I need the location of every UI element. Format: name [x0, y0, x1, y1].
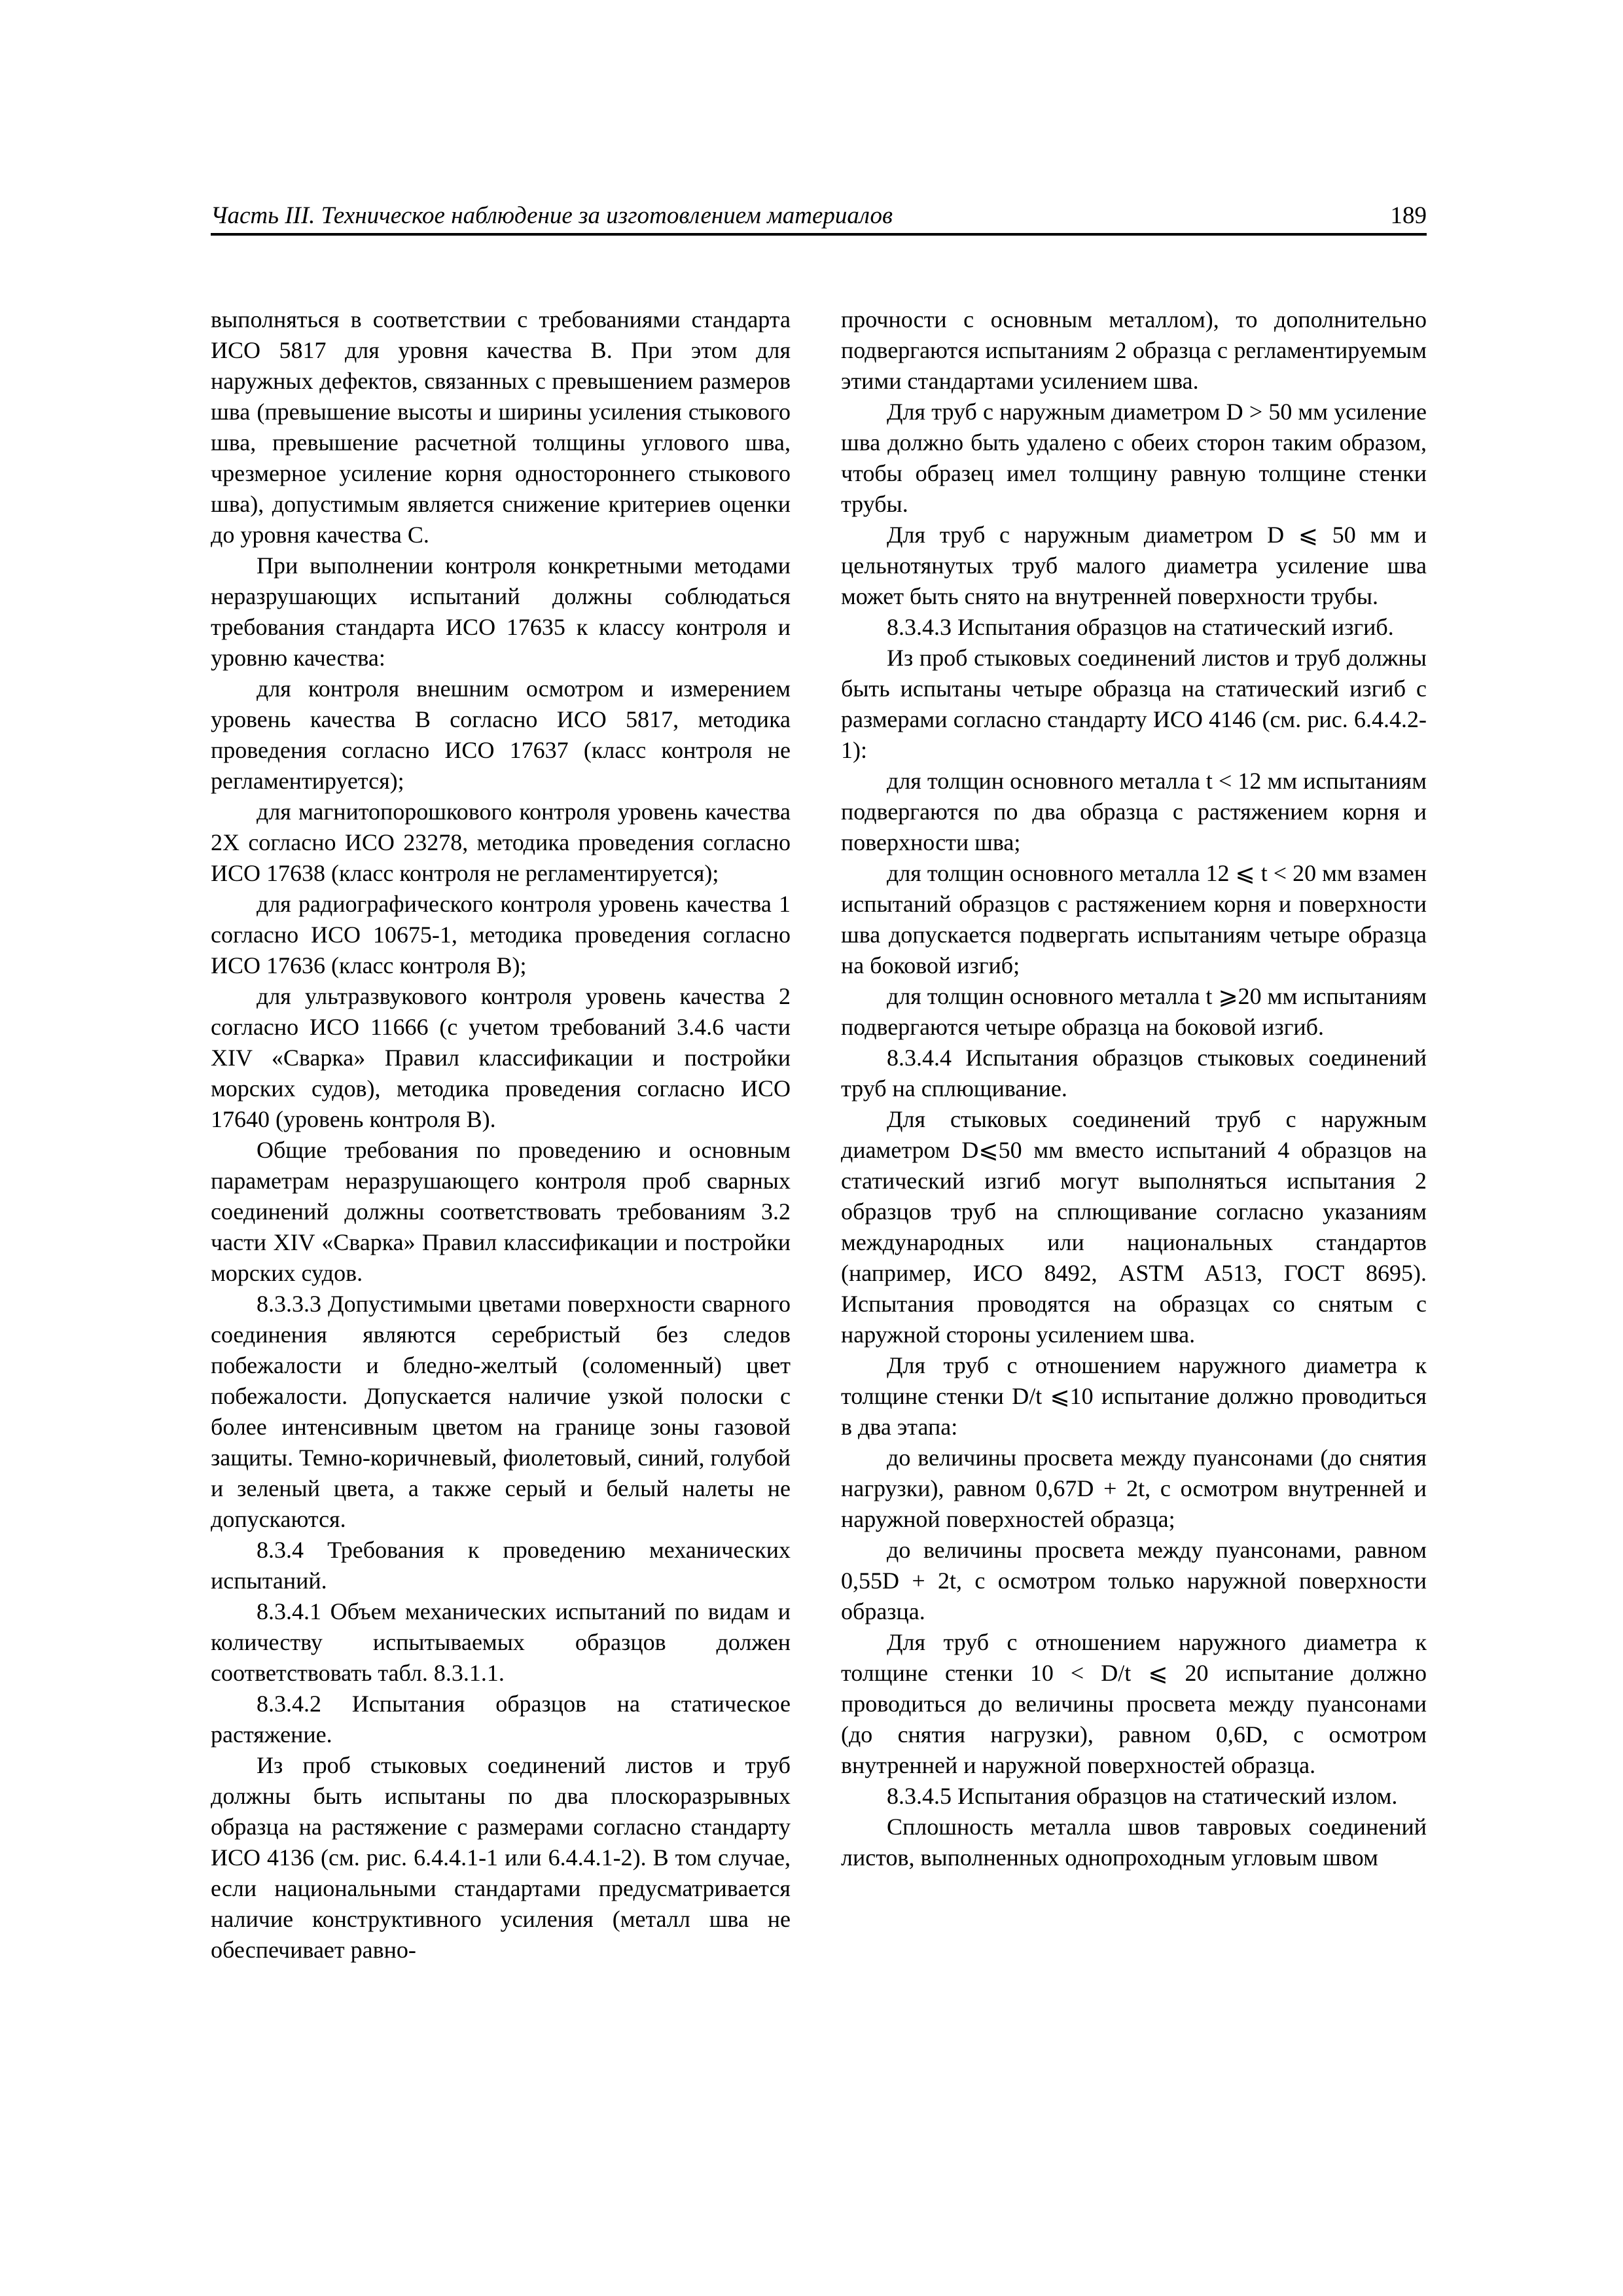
paragraph: Общие требования по проведению и основным параметрам неразрушающего контроля проб сварных соединений должны соответствовать требованиям 3.2 части XIV «Сварка» Правил классификации и постройки морских судов. — [211, 1137, 791, 1286]
left-column — [211, 304, 791, 1965]
paragraph: Из проб стыковых соединений листов и труб должны быть испытаны по два плоскоразрывных образца на растяжение с размерами согласно стандарту ИСО 4136 (см. рис. 6.4.4.1-1 или 6.4.4.1-2). В том случае, если национальными стандартами предусматривается наличие конструктивного усиления (металл шва не обеспечивает равно- — [211, 1752, 791, 1963]
list-item: до величины просвета между пуансонами (до снятия нагрузки), равном 0,67D + 2t, с осмотром внутренней и наружной поверхностей образца; — [841, 1444, 1427, 1532]
list-item: для толщин основного металла 12 ⩽ t < 20 мм взамен испытаний образцов с растяжением корня и поверхности шва допускается подвергать испытаниям четыре образца на боковой изгиб; — [841, 860, 1427, 978]
section-8-3-4-5-heading: 8.3.4.5 Испытания образцов на статический излом. — [887, 1783, 1398, 1809]
list-item: для толщин основного металла t ⩾20 мм испытаниям подвергаются четыре образца на боковой изгиб. — [841, 983, 1427, 1040]
paragraph: Из проб стыковых соединений листов и труб должны быть испытаны четыре образца на статический изгиб с размерами согласно стандарту ИСО 4146 (см. рис. 6.4.4.2-1): — [841, 645, 1427, 763]
paragraph: Для труб с наружным диаметром D > 50 мм усиление шва должно быть удалено с обеих сторон таким образом, чтобы образец имел толщину равную толщине стенки трубы. — [841, 399, 1427, 517]
section-8-3-4-3-heading: 8.3.4.3 Испытания образцов на статический изгиб. — [887, 614, 1394, 640]
list-item: для контроля внешним осмотром и измерением уровень качества В согласно ИСО 5817, методика проведения согласно ИСО 17637 (класс контроля не регламентируется); — [211, 675, 791, 794]
list-item: для магнитопорошкового контроля уровень качества 2Х согласно ИСО 23278, методика проведения согласно ИСО 17638 (класс контроля не регламентируется); — [211, 798, 791, 886]
list-item: для ультразвукового контроля уровень качества 2 согласно ИСО 11666 (с учетом требований 3.4.6 части XIV «Сварка» Правил классификации и постройки морских судов), методика проведения согласно ИСО 17640 (уровень контроля В). — [211, 983, 791, 1132]
header-title: Часть III. Техническое наблюдение за изготовлением материалов — [211, 202, 893, 229]
section-8-3-4-heading: 8.3.4 Требования к проведению механических испытаний. — [211, 1537, 791, 1594]
paragraph: Для труб с отношением наружного диаметра к толщине стенки D/t ⩽10 испытание должно проводиться в два этапа: — [841, 1352, 1427, 1440]
list-item: до величины просвета между пуансонами, равном 0,55D + 2t, с осмотром только наружной поверхности образца. — [841, 1537, 1427, 1624]
paragraph: прочности с основным металлом), то дополнительно подвергаются испытаниям 2 образца с регламентируемым этими стандартами усилением шва. — [841, 306, 1427, 394]
paragraph: Для труб с отношением наружного диаметра к толщине стенки 10 < D/t ⩽ 20 испытание должно проводиться до величины просвета между пуансонами (до снятия нагрузки), равном 0,6D, с осмотром внутренней и наружной поверхностей образца. — [841, 1629, 1427, 1778]
paragraph: Сплошность металла швов тавровых соединений листов, выполненных однопроходным угловым швом — [841, 1814, 1427, 1871]
paragraph: Для труб с наружным диаметром D ⩽ 50 мм и цельнотянутых труб малого диаметра усиление шва может быть снято на внутренней поверхности трубы. — [841, 522, 1427, 609]
running-header — [211, 200, 1427, 236]
section-8-3-4-1: 8.3.4.1 Объем механических испытаний по видам и количеству испытываемых образцов должен соответствовать табл. 8.3.1.1. — [211, 1598, 791, 1686]
page-number: 189 — [1390, 202, 1427, 229]
right-column — [841, 304, 1427, 1873]
paragraph: При выполнении контроля конкретными методами неразрушающих испытаний должны соблюдаться требования стандарта ИСО 17635 к классу контроля и уровню качества: — [211, 552, 791, 671]
paragraph: Для стыковых соединений труб с наружным диаметром D⩽50 мм вместо испытаний 4 образцов на статический изгиб могут выполняться испытания 2 образцов труб на сплющивание согласно указаниям международных или национальных стандартов (например, ИСО 8492, ASTM A513, ГОСТ 8695). Испытания проводятся на образцах со снятым с наружной стороны усилением шва. — [841, 1106, 1427, 1348]
section-8-3-4-2-heading: 8.3.4.2 Испытания образцов на статическое растяжение. — [211, 1691, 791, 1748]
section-8-3-3-3: 8.3.3.3 Допустимыми цветами поверхности сварного соединения являются серебристый без следов побежалости и бледно-желтый (соломенный) цвет побежалости. Допускается наличие узкой полоски с более интенсивным цветом на границе зоны газовой защиты. Темно-коричневый, фиолетовый, синий, голубой и зеленый цвета, а также серый и белый налеты не допускаются. — [211, 1291, 791, 1532]
section-8-3-4-4-heading: 8.3.4.4 Испытания образцов стыковых соединений труб на сплющивание. — [841, 1045, 1427, 1102]
list-item: для радиографического контроля уровень качества 1 согласно ИСО 10675-1, методика проведения согласно ИСО 17636 (класс контроля В); — [211, 891, 791, 978]
paragraph: выполняться в соответствии с требованиями стандарта ИСО 5817 для уровня качества В. При этом для наружных дефектов, связанных с превышением размеров шва (превышение высоты и ширины усиления стыкового шва, превышение расчетной толщины углового шва, чрезмерное усиление корня одностороннего стыкового шва), допустимым является снижение критериев оценки до уровня качества С. — [211, 306, 791, 548]
list-item: для толщин основного металла t < 12 мм испытаниям подвергаются по два образца с растяжением корня и поверхности шва; — [841, 768, 1427, 855]
